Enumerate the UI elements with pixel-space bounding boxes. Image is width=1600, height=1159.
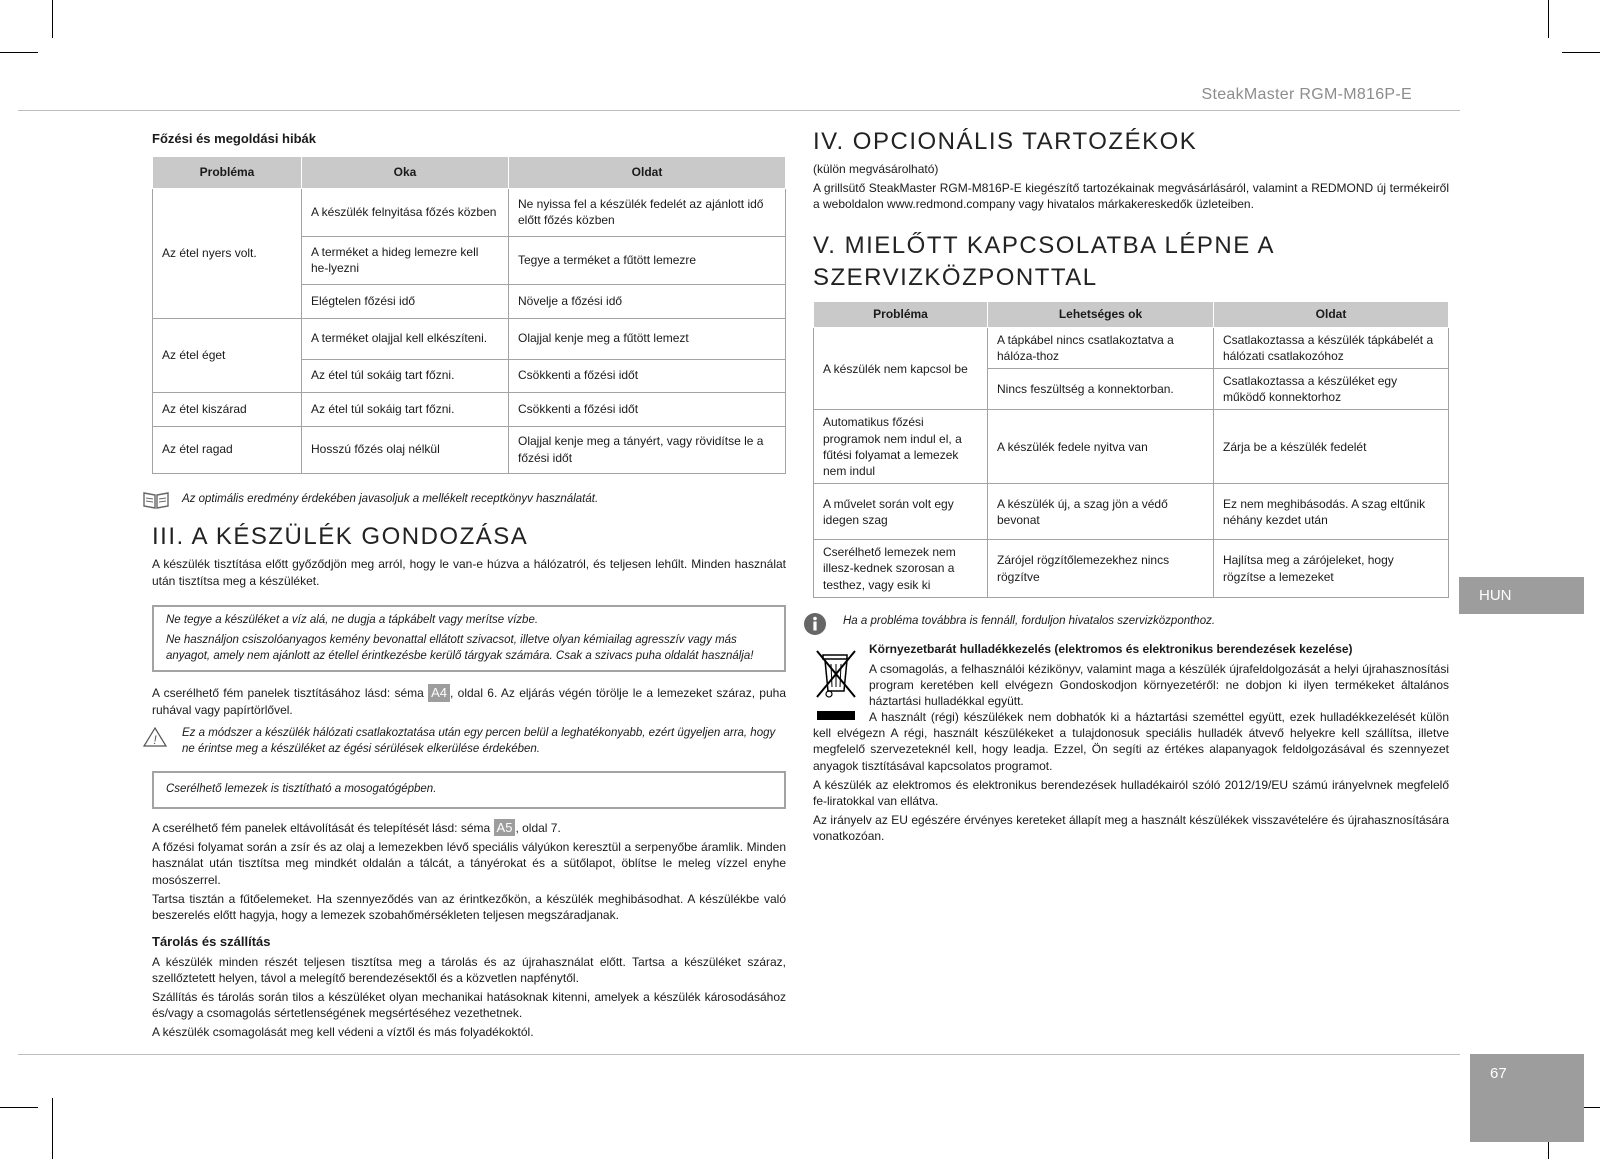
weee-text-3: A készülék az elektromos és elektronikus berendezések hulladékairól szóló 2012/19/EU számú irányelvnek megfelelő fe-liratokkal van ellátva. [813, 777, 1449, 808]
service-troubleshooting-table [813, 301, 1449, 598]
scheme-ref-a4: A4 [428, 684, 450, 702]
care-heading: III. A KÉSZÜLÉK GONDOZÁSA [152, 523, 529, 551]
problem-cell: Az étel éget [153, 318, 302, 392]
weee-text-2: A használt (régi) készülékek nem dobhatók ki a háztartási szeméttel együtt, ezek hulladékkezelését külön kell elvégezn A régi, használt készülékeket a tulajdonosuk speciális hulladék átvevő helyekre kell szállítsa, illetve megfelelő szervezeteknél kell, hogy leadja. Ezzel, Ön segíti az értékes alapanyagok feldolgozásával és szennyezet anyagok tisztításával kapcsolatos programot. [813, 710, 1449, 773]
footer-rule [18, 1054, 1460, 1055]
storage-text-2: Szállítás és tárolás során tilos a készüléket olyan mechanikai hatásoknak kitenni, amelyek a készülék károsodásához és/vagy a csomagolás sértetlenségének megsértéséhez vezethetnek. [152, 990, 786, 1021]
warning-icon [142, 726, 168, 754]
crop-mark [52, 0, 53, 38]
solution-cell: Olajjal kenje meg a tányért, vagy rövidítse le a főzési időt [509, 426, 786, 473]
table-header: Oka [302, 156, 509, 188]
optional-accessories-sub: (külön megvásárolható) [813, 162, 939, 177]
recipe-note [152, 492, 786, 508]
cause-cell: A készülék fedele nyitva van [988, 410, 1214, 484]
table-header: Probléma [153, 156, 302, 188]
problem-cell: Automatikus főzési programok nem indul el, a fűtési folyamat a lemezek nem indul [814, 410, 988, 484]
care-warning-2: Ne használjon csiszolóanyagos kemény bevonattal ellátott szivacsot, illetve olyan kémiailag agresszív vagy más anyagot, amely nem ajánlott az étellel érintkezésbe kerülő tárgyak számára. Csak a szivacs puha oldalát használja! [166, 634, 754, 662]
care-warning-1: Ne tegye a készüléket a víz alá, ne dugja a tápkábelt vagy merítse vízbe. [166, 613, 539, 626]
solution-cell: Csökkenti a főzési időt [509, 392, 786, 426]
care-warning-box [152, 605, 786, 673]
crossed-bin-icon [813, 647, 859, 727]
cause-cell: A készülék új, a szag jön a védő bevonat [988, 484, 1214, 540]
book-icon [142, 490, 170, 516]
weee-text-4: Az irányelv az EU egészére érvényes kereteket állapít meg a használt készülékek visszavételére és újrahasznosítására vonatkozóan. [813, 813, 1449, 844]
cause-cell: A tápkábel nincs csatlakoztatva a hálóza-thoz [988, 327, 1214, 368]
cause-cell: Nincs feszültség a konnektorban. [988, 369, 1214, 410]
crop-mark [52, 1098, 53, 1159]
cause-cell: Elégtelen főzési idő [302, 284, 509, 318]
left-column [152, 130, 786, 1044]
page-number: 67 [1470, 1054, 1584, 1142]
cause-cell: A készülék felnyitása főzés közben [302, 188, 509, 236]
solution-cell: Ez nem meghibásodás. A szag eltűnik néhány kezdet után [1214, 484, 1449, 540]
table-header: Oldat [1214, 301, 1449, 327]
dishwasher-text: Cserélhető lemezek is tisztítható a mosogatógépben. [166, 783, 437, 796]
storage-title: Tárolás és szállítás [152, 934, 271, 950]
problem-cell: Az étel ragad [153, 426, 302, 473]
problem-cell: Az étel nyers volt. [153, 188, 302, 318]
solution-cell: Olajjal kenje meg a fűtött lemezt [509, 318, 786, 359]
solution-cell: Csatlakoztassa a készüléket egy működő konnektorhoz [1214, 369, 1449, 410]
svg-text:!: ! [153, 733, 157, 748]
crop-mark [0, 52, 38, 53]
optional-accessories-heading: IV. OPCIONÁLIS TARTOZÉKOK [813, 128, 1198, 155]
panel-removal-part: A cserélhető fém panelek eltávolítását és telepítését lásd: séma [152, 820, 491, 835]
care-intro: A készülék tisztítása előtt győződjön meg arról, hogy le van-e húzva a hálózatról, és teljesen lehűlt. Minden használat után tisztítsa meg a készüléket. [152, 557, 786, 588]
solution-cell: Tegye a terméket a fűtött lemezre [509, 236, 786, 284]
warning-note-text: Ez a módszer a készülék hálózati csatlakoztatása után egy percen belül a leghatékonyabb, ezért ügyeljen arra, hogy ne érintse meg a készüléket az égési sérülések elkerülése érdekében. [182, 727, 776, 755]
info-icon [803, 612, 827, 642]
table-header: Probléma [814, 301, 988, 327]
solution-cell: Növelje a főzési idő [509, 284, 786, 318]
panel-cleaning-part: A cserélhető fém panelek tisztításához lásd: séma [152, 686, 424, 701]
cause-cell: Zárójel rögzítőlemezekhez nincs rögzítve [988, 540, 1214, 598]
cause-cell: Az étel túl sokáig tart főzni. [302, 359, 509, 392]
problem-cell: A készülék nem kapcsol be [814, 327, 988, 410]
problem-cell: Az étel kiszárad [153, 392, 302, 426]
table-header: Oldat [509, 156, 786, 188]
heating-elements-text: Tartsa tisztán a fűtőelemeket. Ha szennyeződés van az érintkezőkön, a készülék meghibásodhat. A készülékbe való beszerelés előtt hagyja, hogy a lemezek szobahőmérsékleten teljesen megszáradjanak. [152, 891, 786, 922]
cause-cell: A terméket a hideg lemezre kell he-lyezni [302, 236, 509, 284]
cause-cell: Az étel túl sokáig tart főzni. [302, 392, 509, 426]
table-header: Lehetséges ok [988, 301, 1214, 327]
scheme-ref-a5: A5 [494, 819, 516, 837]
header-rule [18, 110, 1460, 111]
panel-removal-text [152, 819, 786, 837]
cooking-troubleshooting-table [152, 156, 786, 474]
cause-cell: Hosszú főzés olaj nélkül [302, 426, 509, 473]
solution-cell: Csökkenti a főzési időt [509, 359, 786, 392]
panel-cleaning-part: , oldal 6. Az eljárás végén törölje le a lemezeket száraz, puha ruhával vagy papírtörlővel. [152, 686, 787, 717]
warning-note [152, 726, 786, 757]
solution-cell: Csatlakoztassa a készülék tápkábelét a hálózati csatlakozóhoz [1214, 327, 1449, 368]
solution-cell: Ne nyissa fel a készülék fedelét az ajánlott idő előtt főzés közben [509, 188, 786, 236]
optional-accessories-text: A grillsütő SteakMaster RGM-M816P-E kiegészítő tartozékainak megvásárlásáról, valamint a REDMOND új termékeiről a weboldalon www.redmond.company vagy hivatalos márkakereskedők üzleteiben. [813, 180, 1449, 211]
info-note [813, 614, 1449, 630]
problem-cell: A művelet során volt egy idegen szag [814, 484, 988, 540]
problem-cell: Cserélhető lemezek nem illesz-kednek szorosan a testhez, vagy esik ki [814, 540, 988, 598]
solution-cell: Hajlítsa meg a zárójeleket, hogy rögzítse a lemezeket [1214, 540, 1449, 598]
panel-cleaning-text [152, 684, 786, 718]
storage-text-1: A készülék minden részét teljesen tisztítsa meg a tárolás és az újrahasználat előtt. Tartsa a készüléket száraz, szellőztetett helyen, távol a melegítő berendezésektől és a közvetlen napfénytől. [152, 954, 786, 985]
weee-text-1: A csomagolás, a felhasználói kézikönyv, valamint maga a készülék újrafeldolgozását a helyi újrahasznosítási program keretében kell elvégezn Gondoskodjon környezetéről: ne dobjon ki ilyen termékeket általános háztartási hulladékkal együtt. [869, 661, 1449, 708]
panel-removal-part: , oldal 7. [515, 820, 561, 835]
dishwasher-box [152, 771, 786, 809]
right-column [813, 126, 1449, 848]
solution-cell: Zárja be a készülék fedelét [1214, 410, 1449, 484]
crop-mark [1548, 0, 1549, 38]
cause-cell: A terméket olajjal kell elkészíteni. [302, 318, 509, 359]
storage-text-3: A készülék csomagolását meg kell védeni a víztől és más folyadékoktól. [152, 1025, 534, 1040]
language-tab: HUN [1459, 577, 1584, 614]
weee-title: Környezetbarát hulladékkezelés (elektromos és elektronikus berendezések kezelése) [869, 642, 1353, 657]
service-heading: V. MIELŐTT KAPCSOLATBA LÉPNE A SZERVIZKÖZPONTTAL [813, 231, 1274, 292]
fat-flow-text: A főzési folyamat során a zsír és az olaj a lemezekben lévő speciális vályúkon keresztül a serpenyőbe áramlik. Minden használat után tisztítsa meg mindkét oldalán a tálcát, a tányérokat és a sütőlapot, öblítse le meleg vízzel enyhe mosószerrel. [152, 840, 786, 887]
weee-section [813, 641, 1449, 709]
crop-mark [0, 1107, 38, 1108]
product-header: SteakMaster RGM-M816P-E [1201, 86, 1412, 103]
cooking-troubleshooting-title: Főzési és megoldási hibák [152, 131, 316, 146]
crop-mark [1562, 52, 1600, 53]
info-note-text: Ha a probléma továbbra is fennáll, forduljon hivatalos szervizközponthoz. [843, 614, 1216, 627]
recipe-note-text: Az optimális eredmény érdekében javasoljuk a mellékelt receptkönyv használatát. [182, 492, 599, 505]
